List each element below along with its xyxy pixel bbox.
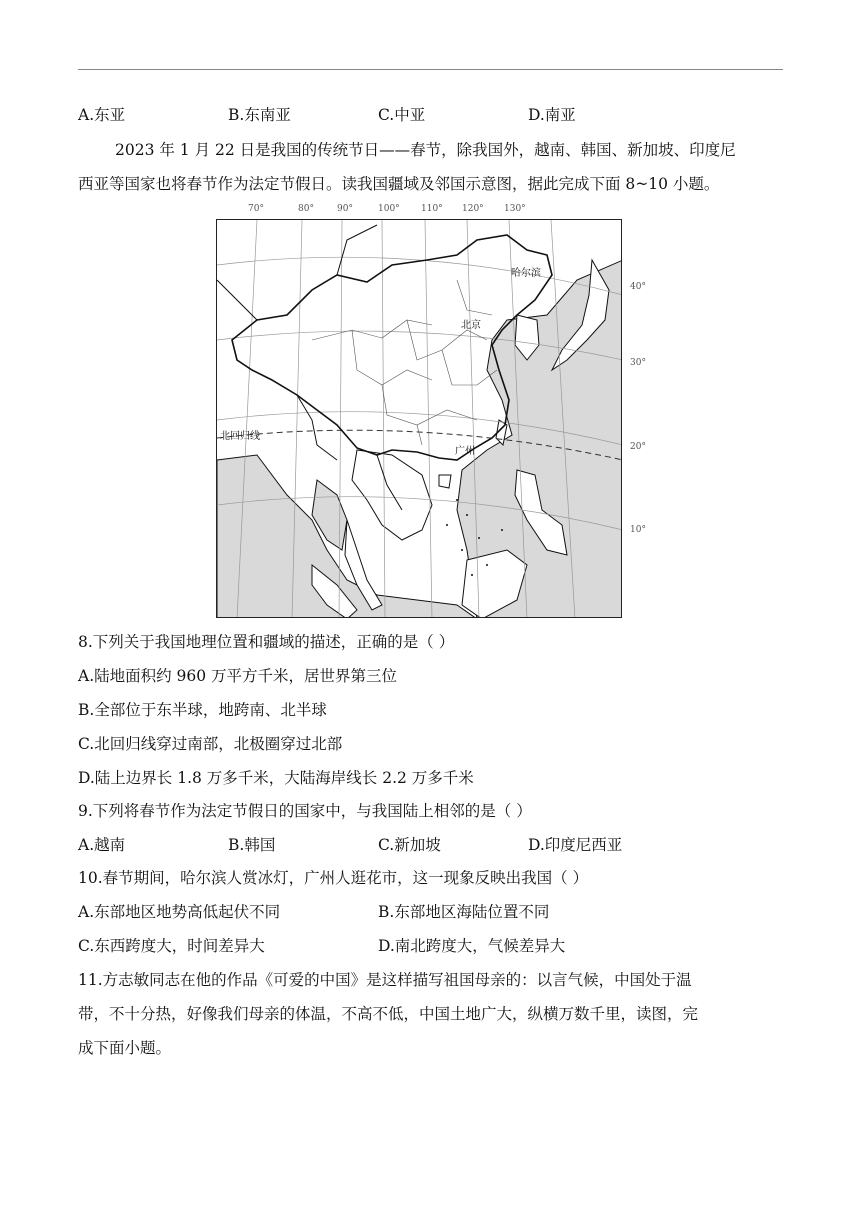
q9-stem: 9.下列将春节作为法定节假日的国家中，与我国陆上相邻的是（ ） [78, 802, 532, 820]
q10-option-a: A.东部地区地势高低起伏不同 [78, 903, 281, 921]
harbin-label: 哈尔滨 [511, 268, 541, 279]
map-svg [217, 220, 622, 618]
prev-option-a: A.东亚 [78, 106, 126, 124]
q11-line-3: 成下面小题。 [78, 1039, 172, 1057]
lon-label: 130° [504, 204, 526, 214]
q10-stem: 10.春节期间，哈尔滨人赏冰灯，广州人逛花市，这一现象反映出我国（ ） [78, 869, 589, 887]
lon-label: 100° [378, 204, 400, 214]
china-map [216, 219, 622, 618]
header-rule [78, 69, 783, 70]
beijing-label: 北京 [461, 320, 481, 331]
prev-option-b: B.东南亚 [228, 106, 291, 124]
lon-label: 70° [248, 204, 264, 214]
q9-option-d: D.印度尼西亚 [528, 836, 623, 854]
lat-label: 40° [630, 282, 646, 292]
prev-option-d: D.南亚 [528, 106, 576, 124]
tropic-label: 北回归线 [220, 431, 260, 442]
lon-label: 110° [421, 204, 443, 214]
q9-option-a: A.越南 [78, 836, 126, 854]
q11-line-1: 11.方志敏同志在他的作品《可爱的中国》是这样描写祖国母亲的：以言气候，中国处于温 [78, 971, 692, 989]
lat-label: 10° [630, 525, 646, 535]
q10-option-d: D.南北跨度大，气候差异大 [378, 937, 566, 955]
intro-line-2: 西亚等国家也将春节作为法定节假日。读我国疆域及邻国示意图，据此完成下面 8~10 小题。 [78, 175, 720, 193]
q9-option-c: C.新加坡 [378, 836, 441, 854]
lon-label: 90° [337, 204, 353, 214]
lon-label: 120° [462, 204, 484, 214]
lat-label: 30° [630, 358, 646, 368]
q8-option-c: C.北回归线穿过南部，北极圈穿过北部 [78, 735, 343, 753]
q9-option-b: B.韩国 [228, 836, 276, 854]
lat-label: 20° [630, 442, 646, 452]
lon-label: 80° [298, 204, 314, 214]
q8-stem: 8.下列关于我国地理位置和疆域的描述，正确的是（ ） [78, 633, 455, 651]
q8-option-a: A.陆地面积约 960 万平方千米，居世界第三位 [78, 667, 398, 685]
hainan [439, 475, 451, 488]
q8-option-b: B.全部位于东半球，地跨南、北半球 [78, 701, 327, 719]
q8-option-d: D.陆上边界长 1.8 万多千米，大陆海岸线长 2.2 万多千米 [78, 769, 474, 787]
prev-option-c: C.中亚 [378, 106, 426, 124]
q10-option-b: B.东部地区海陆位置不同 [378, 903, 550, 921]
guangzhou-label: 广州 [455, 446, 475, 457]
intro-line-1: 2023 年 1 月 22 日是我国的传统节日——春节，除我国外，越南、韩国、新加坡、印度尼 [115, 141, 736, 159]
q10-option-c: C.东西跨度大，时间差异大 [78, 937, 265, 955]
q11-line-2: 带，不十分热，好像我们母亲的体温，不高不低，中国土地广大，纵横万数千里，读图，完 [78, 1005, 699, 1023]
